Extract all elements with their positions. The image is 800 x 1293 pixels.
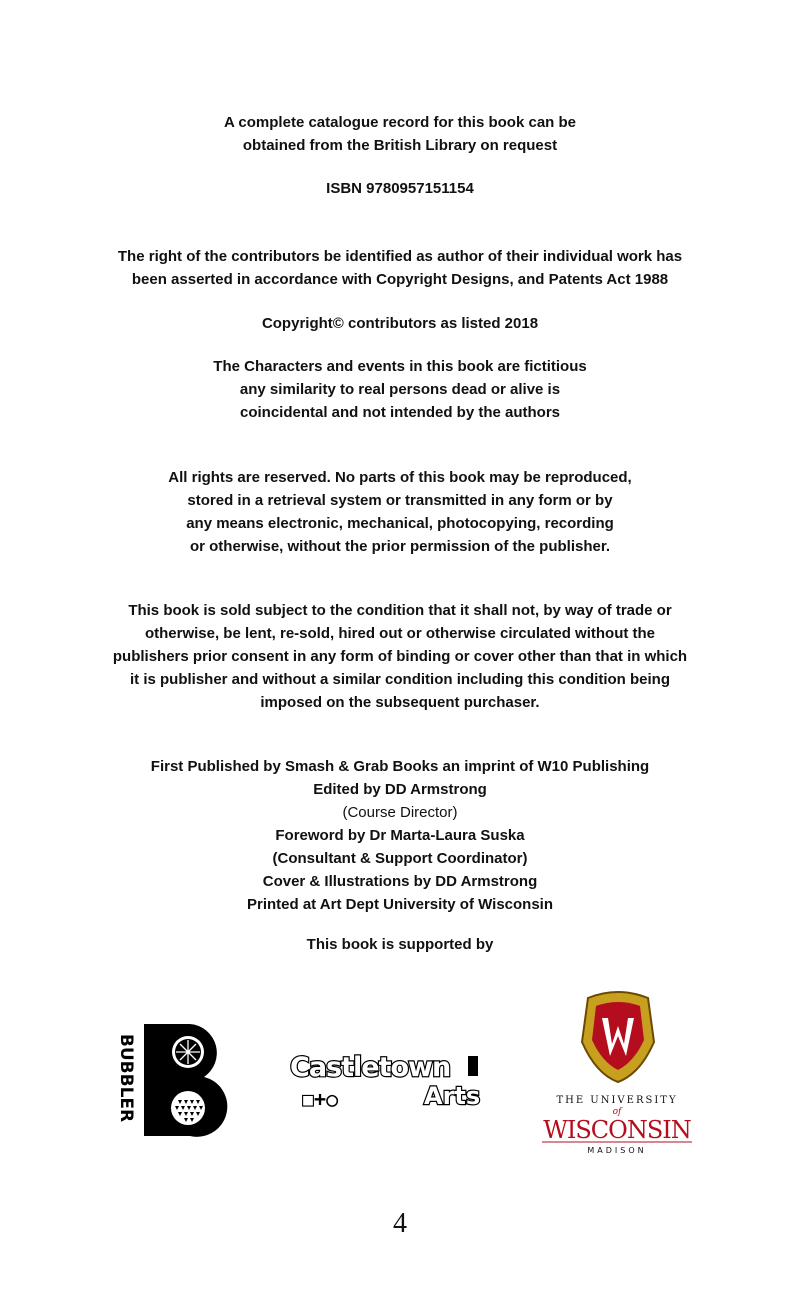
wisconsin-wordmark: WISCONSIN: [543, 1116, 691, 1144]
of-label: of: [612, 1107, 622, 1117]
fiction-line: The Characters and events in this book are fictitious: [213, 358, 587, 375]
condition-line: it is publisher and without a similar condition including this condition being: [130, 671, 670, 688]
rights-line: The right of the contributors be identified as author of their individual work has: [117, 248, 683, 265]
credit-line: Printed at Art Dept University of Wisconsin: [246, 896, 554, 913]
page-number: 4: [393, 1208, 407, 1239]
copyright-text: Copyright© contributors as listed 2018: [261, 315, 539, 332]
wisconsin-logo-graphic: [530, 990, 705, 1160]
madison-label: MADISON: [587, 1146, 647, 1155]
credit-line: (Course Director): [342, 804, 458, 821]
reserved-line: any means electronic, mechanical, photocopying, recording: [186, 515, 614, 532]
sale-condition: [60, 599, 740, 714]
fiction-line: any similarity to real persons dead or alive is: [239, 381, 561, 398]
catalogue-line: A complete catalogue record for this book can be: [223, 114, 577, 131]
condition-line: otherwise, be lent, re-sold, hired out or otherwise circulated without the: [144, 625, 656, 642]
isbn-text: ISBN 9780957151154: [326, 180, 474, 197]
reserved-line: stored in a retrieval system or transmitted in any form or by: [187, 492, 613, 509]
reserved-line: or otherwise, without the prior permission of the publisher.: [189, 538, 611, 555]
publication-credits: [60, 755, 740, 916]
castletown-arts-logo: [288, 1048, 488, 1112]
credit-line: Edited by DD Armstrong: [313, 781, 487, 798]
rights-notice: [60, 245, 740, 291]
condition-line: This book is sold subject to the condition that it shall not, by way of trade or: [128, 602, 672, 619]
credit-line: Cover & Illustrations by DD Armstrong: [262, 873, 538, 890]
supported-by-text: This book is supported by: [306, 936, 494, 953]
castletown-wordmark: Castletown: [290, 1052, 451, 1083]
rights-line: been asserted in accordance with Copyright Designs, and Patents Act 1988: [131, 271, 669, 288]
castletown-glyphs: □+○: [302, 1087, 339, 1111]
wisconsin-logo: [530, 990, 705, 1160]
crest-icon: [582, 992, 654, 1082]
rights-reserved: [60, 466, 740, 558]
bubbler-logo-graphic: [112, 1020, 232, 1140]
university-label: THE UNIVERSITY: [556, 1095, 678, 1106]
credit-line: (Consultant & Support Coordinator): [272, 850, 528, 867]
supported-by: [60, 933, 740, 956]
catalogue-notice: [60, 111, 740, 157]
copyright-line: [60, 312, 740, 335]
bubbler-wordmark: BUBBLER: [116, 1033, 136, 1123]
bubbler-logo: [112, 1020, 232, 1140]
catalogue-line: obtained from the British Library on request: [242, 137, 558, 154]
castletown-arts-wordmark: Arts: [424, 1082, 481, 1110]
reserved-line: All rights are reserved. No parts of this book may be reproduced,: [168, 469, 632, 486]
fiction-line: coincidental and not intended by the authors: [239, 404, 561, 421]
condition-line: publishers prior consent in any form of binding or cover other than that in which: [112, 648, 688, 665]
credit-line: First Published by Smash & Grab Books an imprint of W10 Publishing: [150, 758, 650, 775]
credit-line: Foreword by Dr Marta-Laura Suska: [275, 827, 525, 844]
fiction-disclaimer: [60, 355, 740, 424]
castletown-logo-graphic: [288, 1048, 488, 1112]
condition-line: imposed on the subsequent purchaser.: [260, 694, 540, 711]
isbn: [60, 177, 740, 200]
